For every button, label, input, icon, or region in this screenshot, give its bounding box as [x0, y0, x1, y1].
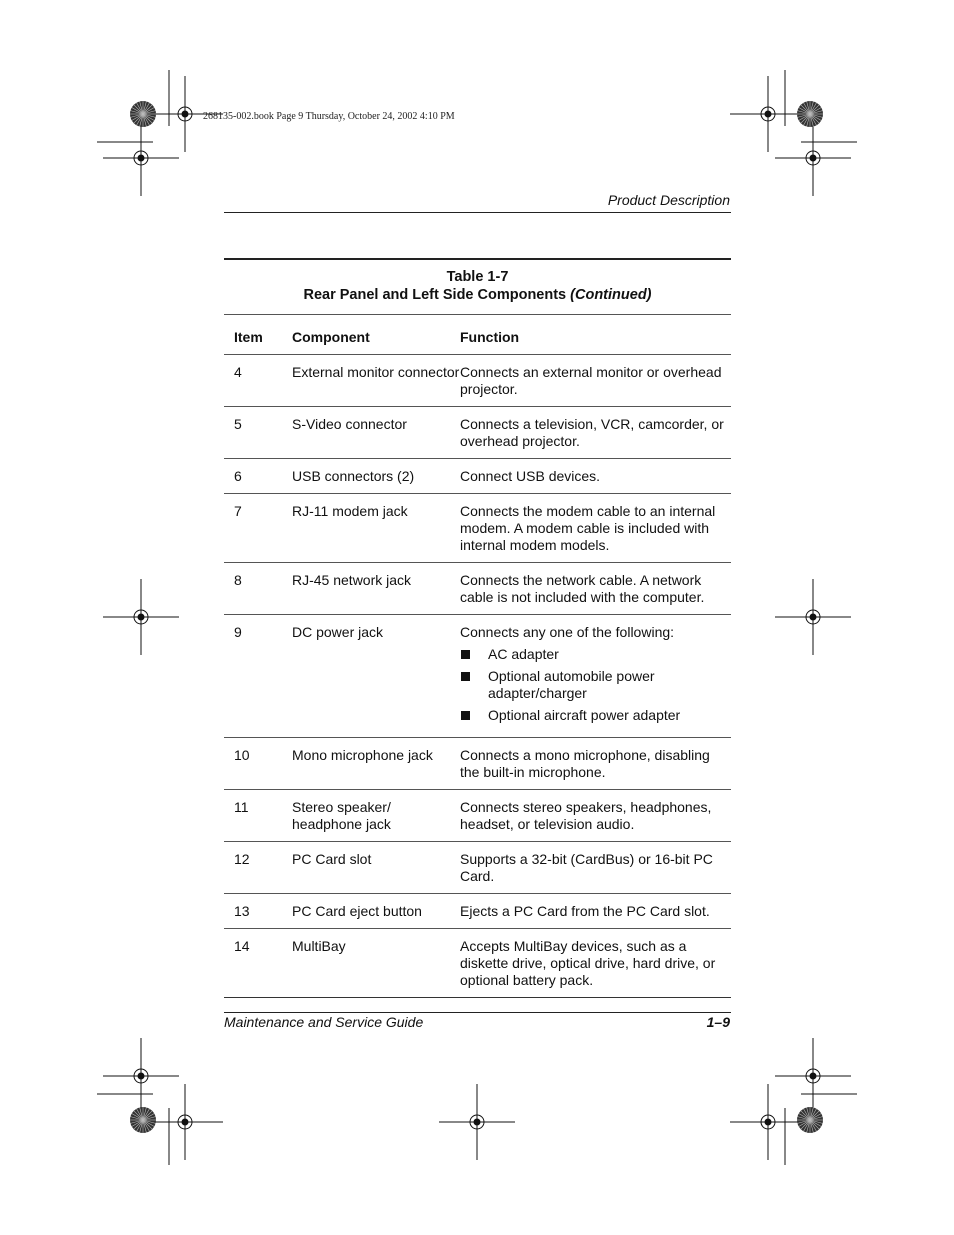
- component-cell: DC power jack: [292, 615, 460, 738]
- item-cell: 12: [224, 842, 292, 894]
- print-info-line: 268135-002.book Page 9 Thursday, October 24, 2002 4:10 PM: [203, 111, 455, 122]
- component-cell: RJ-11 modem jack: [292, 494, 460, 563]
- function-cell: [460, 615, 731, 738]
- component-cell: S-Video connector: [292, 407, 460, 459]
- registration-target-icon: [775, 120, 851, 196]
- header-component: Component: [292, 315, 460, 355]
- table-row: [224, 563, 731, 615]
- item-cell: 7: [224, 494, 292, 563]
- bullet-text: AC adapter: [488, 646, 559, 662]
- component-cell: PC Card eject button: [292, 894, 460, 929]
- item-cell: 14: [234, 938, 250, 954]
- function-cell: [460, 355, 731, 407]
- header-rule: [224, 212, 731, 213]
- item-cell: 4: [224, 355, 292, 407]
- function-text: Supports a 32-bit (CardBus) or 16-bit PC Card.: [460, 851, 713, 884]
- function-cell: [460, 407, 731, 459]
- registration-target-icon: [775, 579, 851, 655]
- function-text: Connects any one of the following:: [460, 624, 675, 640]
- table-row: [224, 842, 731, 894]
- component-cell: USB connectors (2): [292, 459, 460, 494]
- item-cell: 9: [224, 615, 292, 738]
- function-text: Connects the network cable. A network cable is not included with the computer.: [460, 572, 705, 605]
- component-cell: MultiBay: [292, 938, 346, 954]
- bullet-text: Optional automobile power adapter/charger: [488, 668, 655, 701]
- components-table: [224, 314, 731, 998]
- function-cell: [460, 929, 731, 998]
- function-cell: [460, 790, 731, 842]
- function-cell: [460, 894, 731, 929]
- bullet-item: [460, 668, 725, 702]
- registration-target-icon: [103, 120, 179, 196]
- starburst-mark-icon: [130, 101, 156, 127]
- bullet-item: [460, 707, 725, 724]
- function-cell: [460, 563, 731, 615]
- header-function: Function: [460, 315, 731, 355]
- function-text: Accepts MultiBay devices, such as a diskette drive, optical drive, hard drive, or optional battery pack.: [460, 938, 716, 988]
- table-row: [224, 615, 731, 738]
- registration-target-icon: [775, 1038, 851, 1114]
- registration-target-icon: [147, 1084, 223, 1160]
- table-row: [224, 929, 731, 998]
- component-cell: External monitor connector: [292, 355, 460, 407]
- function-text: Connects a television, VCR, camcorder, or overhead projector.: [460, 416, 724, 449]
- table-number: Table 1-7: [446, 269, 509, 285]
- function-text: Connects the modem cable to an internal modem. A modem cable is included with internal modem models.: [460, 503, 716, 553]
- registration-target-icon: [103, 579, 179, 655]
- table-row: [224, 790, 731, 842]
- function-cell: [460, 494, 731, 563]
- table-caption: [224, 268, 731, 304]
- table-header-row: [224, 315, 731, 355]
- registration-target-icon: [439, 1084, 515, 1160]
- component-cell: Mono microphone jack: [292, 738, 460, 790]
- component-cell: RJ-45 network jack: [292, 563, 460, 615]
- table-row: [224, 894, 731, 929]
- item-cell: 8: [224, 563, 292, 615]
- component-cell: Stereo speaker/ headphone jack: [292, 790, 460, 842]
- item-cell: 6: [224, 459, 292, 494]
- bullet-item: [460, 646, 725, 663]
- table-row: [224, 459, 731, 494]
- registration-target-icon: [730, 76, 806, 152]
- table-row: [224, 738, 731, 790]
- item-cell: 5: [224, 407, 292, 459]
- bullet-text: Optional aircraft power adapter: [488, 707, 681, 723]
- starburst-mark-icon: [130, 1107, 156, 1133]
- table-title: Rear Panel and Left Side Components: [303, 287, 567, 303]
- starburst-mark-icon: [797, 101, 823, 127]
- page-number: 1–9: [706, 1014, 730, 1030]
- item-cell: 13: [224, 894, 292, 929]
- starburst-mark-icon: [797, 1107, 823, 1133]
- function-cell: [460, 738, 731, 790]
- function-text: Connects stereo speakers, headphones, headset, or television audio.: [460, 799, 712, 832]
- function-cell: [460, 842, 731, 894]
- table-title-line: [224, 286, 731, 304]
- footer-title: Maintenance and Service Guide: [224, 1014, 424, 1030]
- registration-target-icon: [103, 1038, 179, 1114]
- table-top-rule: [224, 258, 731, 260]
- running-head: Product Description: [607, 192, 730, 208]
- square-bullet-icon: [461, 650, 470, 659]
- function-text: Connects an external monitor or overhead projector.: [460, 364, 722, 397]
- function-text: Connect USB devices.: [460, 468, 601, 484]
- function-cell: [460, 459, 731, 494]
- square-bullet-icon: [461, 711, 470, 720]
- footer-rule: [224, 1012, 731, 1013]
- function-bullet-list: [460, 646, 725, 724]
- item-cell: 10: [224, 738, 292, 790]
- header-item: Item: [224, 315, 292, 355]
- registration-target-icon: [730, 1084, 806, 1160]
- table-row: [224, 407, 731, 459]
- table-continued: (Continued): [570, 287, 652, 303]
- table-row: [224, 494, 731, 563]
- square-bullet-icon: [461, 672, 470, 681]
- item-cell: 11: [224, 790, 292, 842]
- function-text: Connects a mono microphone, disabling the built-in microphone.: [460, 747, 710, 780]
- table-row: [224, 355, 731, 407]
- component-cell: PC Card slot: [292, 842, 460, 894]
- function-text: Ejects a PC Card from the PC Card slot.: [460, 903, 710, 919]
